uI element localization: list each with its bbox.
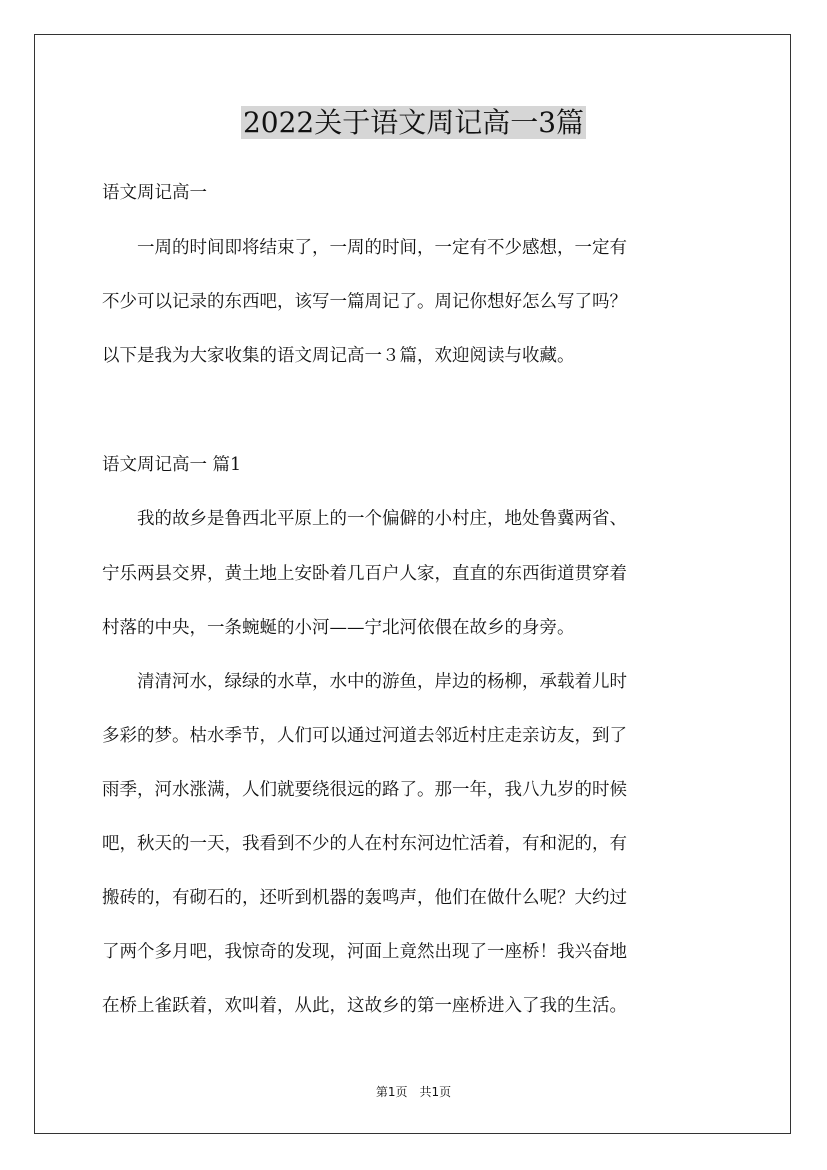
- paragraph1-line-1: 我的故乡是鲁西北平原上的一个偏僻的小村庄，地处鲁冀两省、: [102, 509, 627, 529]
- paragraph1-line-3: 村落的中央，一条蜿蜒的小河——宁北河依偎在故乡的身旁。: [102, 618, 575, 638]
- paragraph2-line-2: 多彩的梦。枯水季节，人们可以通过河道去邻近村庄走亲访友，到了: [102, 726, 627, 746]
- paragraph2-line-4: 吧，秋天的一天，我看到不少的人在村东河边忙活着，有和泥的，有: [102, 834, 627, 854]
- section-heading: 语文周记高一: [102, 183, 207, 203]
- intro-line-1: 一周的时间即将结束了，一周的时间，一定有不少感想，一定有: [102, 238, 627, 258]
- intro-line-2: 不少可以记录的东西吧，该写一篇周记了。周记你想好怎么写了吗？: [102, 292, 627, 312]
- document-title-text: 2022关于语文周记高一3篇: [242, 106, 585, 139]
- page-number: 第1页 共1页: [375, 1085, 452, 1099]
- paragraph1-line-2: 宁乐两县交界，黄土地上安卧着几百户人家，直直的东西街道贯穿着: [102, 564, 627, 584]
- paragraph2-line-3: 雨季，河水涨满，人们就要绕很远的路了。那一年，我八九岁的时候: [102, 780, 627, 800]
- paragraph2-line-7: 在桥上雀跃着，欢叫着，从此，这故乡的第一座桥进入了我的生活。: [102, 996, 627, 1016]
- paragraph2-line-6: 了两个多月吧，我惊奇的发现，河面上竟然出现了一座桥！我兴奋地: [102, 942, 627, 962]
- paragraph2-line-5: 搬砖的，有砌石的，还听到机器的轰鸣声，他们在做什么呢？大约过: [102, 888, 627, 908]
- intro-line-3: 以下是我为大家收集的语文周记高一３篇，欢迎阅读与收藏。: [102, 346, 575, 366]
- part-heading: 语文周记高一 篇1: [102, 455, 242, 475]
- paragraph2-line-1: 清清河水，绿绿的水草，水中的游鱼，岸边的杨柳，承载着儿时: [102, 672, 627, 692]
- document-title: [0, 101, 827, 145]
